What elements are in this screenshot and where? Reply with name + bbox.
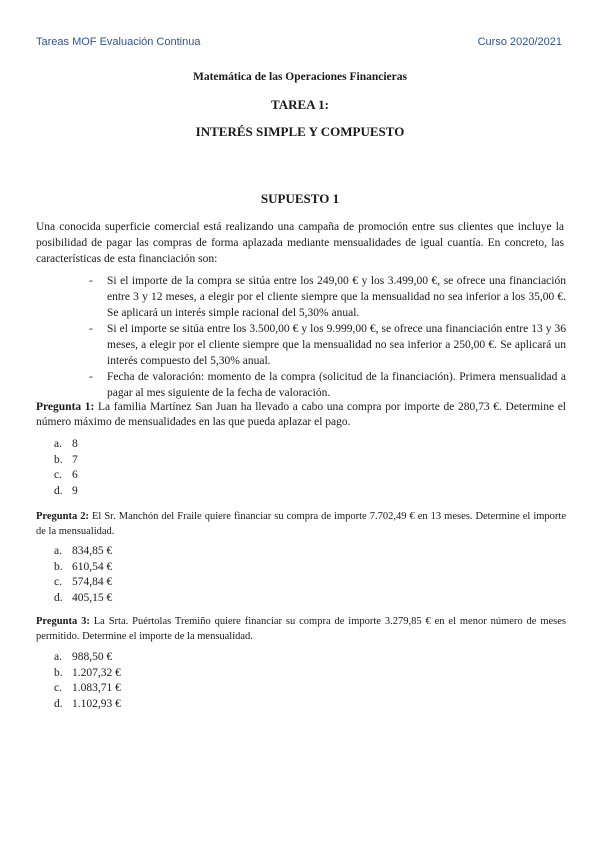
option-letter: d. bbox=[54, 484, 63, 497]
option-letter: a. bbox=[54, 651, 62, 663]
option-value: 6 bbox=[72, 469, 78, 481]
question-2 bbox=[36, 509, 566, 539]
condition-item bbox=[83, 321, 566, 369]
option-value: 1.102,93 € bbox=[72, 697, 121, 710]
question-text: El Sr. Manchón del Fraile quiere financiar su compra de importe 7.702,49 € en 13 meses. Determine el importe de la mensualidad. bbox=[36, 511, 567, 537]
option-letter: c. bbox=[54, 576, 62, 588]
question-label: Pregunta 1: bbox=[36, 401, 95, 413]
question-text: La familia Martínez San Juan ha llevado a cabo una compra por importe de 280,73 €. Determine el número máximo de mensualidades en las que pueda aplazar el pago. bbox=[36, 401, 566, 428]
condition-item bbox=[83, 369, 566, 401]
condition-item bbox=[83, 273, 566, 321]
option-letter: a. bbox=[54, 545, 62, 557]
options-list-1 bbox=[54, 437, 78, 499]
option-letter: a. bbox=[54, 438, 62, 450]
option-item bbox=[54, 468, 78, 484]
option-value: 1.083,71 € bbox=[72, 682, 121, 694]
option-letter: c. bbox=[54, 682, 62, 694]
option-value: 834,85 € bbox=[72, 545, 113, 557]
options-list-2 bbox=[54, 544, 112, 606]
option-item bbox=[54, 650, 121, 666]
topic-title: INTERÉS SIMPLE Y COMPUESTO bbox=[195, 124, 405, 139]
option-item bbox=[54, 575, 112, 591]
question-text: La Srta. Puértolas Tremiño quiere financiar su compra de importe 3.279,85 € en el menor número de meses permitido. Determine el importe de la mensualidad. bbox=[36, 616, 566, 642]
option-letter: b. bbox=[54, 453, 63, 466]
option-value: 405,15 € bbox=[72, 591, 113, 604]
option-value: 988,50 € bbox=[72, 651, 113, 663]
option-value: 610,54 € bbox=[72, 560, 113, 573]
option-item bbox=[54, 484, 78, 500]
option-value: 574,84 € bbox=[72, 576, 113, 588]
option-item bbox=[54, 437, 78, 453]
option-item bbox=[54, 453, 78, 469]
option-letter: b. bbox=[54, 666, 63, 679]
condition-text: Si el importe de la compra se sitúa entre los 249,00 € y los 3.499,00 €, se ofrece una financiación entre 3 y 12 meses, a elegir por el cliente siempre que la mensualidad no sea inferior a los 35,00 €. Se aplicará un interés simple racional del 5,30% anual. bbox=[107, 275, 566, 319]
question-label: Pregunta 3: bbox=[36, 616, 90, 627]
option-letter: d. bbox=[54, 697, 63, 710]
subject-title: Matemática de las Operaciones Financieras bbox=[193, 71, 407, 83]
options-list-3 bbox=[54, 650, 121, 712]
supuesto-intro: Una conocida superficie comercial está realizando una campaña de promoción entre sus clientes que incluye la posibilidad de pagar las compras de forma aplazada mediante mensualidades de igual cuantía. En concreto, las características de esta financiación son: bbox=[36, 221, 564, 265]
option-item bbox=[54, 544, 112, 560]
condition-text: Fecha de valoración: momento de la compra (solicitud de la financiación). Primera mensualidad a pagar al mes siguiente de la fecha de valoración. bbox=[107, 371, 566, 399]
option-letter: c. bbox=[54, 469, 62, 481]
question-1 bbox=[36, 400, 566, 430]
conditions-list bbox=[83, 273, 566, 401]
condition-text: Si el importe se sitúa entre los 3.500,00 € y los 9.999,00 €, se ofrece una financiación entre 13 y 36 meses, a elegir por el cliente siempre que la mensualidad no sea inferior a 250,00 €. Se aplicará un interés compuesto del 5,30% anual. bbox=[107, 323, 566, 367]
header-left: Tareas MOF Evaluación Continua bbox=[36, 36, 201, 48]
bullet-dash: - bbox=[89, 323, 93, 335]
question-3 bbox=[36, 614, 566, 644]
option-item bbox=[54, 697, 121, 713]
question-label: Pregunta 2: bbox=[36, 511, 89, 522]
tarea-title: TAREA 1: bbox=[271, 97, 329, 112]
option-value: 8 bbox=[72, 438, 78, 450]
option-value: 9 bbox=[72, 484, 78, 497]
option-value: 1.207,32 € bbox=[72, 666, 121, 679]
header-right: Curso 2020/2021 bbox=[477, 36, 562, 48]
option-item bbox=[54, 666, 121, 682]
supuesto-heading: SUPUESTO 1 bbox=[260, 191, 340, 206]
option-letter: d. bbox=[54, 591, 63, 604]
bullet-dash: - bbox=[89, 371, 93, 383]
bullet-dash: - bbox=[89, 275, 93, 287]
option-item bbox=[54, 591, 112, 607]
option-item bbox=[54, 560, 112, 576]
option-value: 7 bbox=[72, 453, 78, 466]
option-item bbox=[54, 681, 121, 697]
option-letter: b. bbox=[54, 560, 63, 573]
